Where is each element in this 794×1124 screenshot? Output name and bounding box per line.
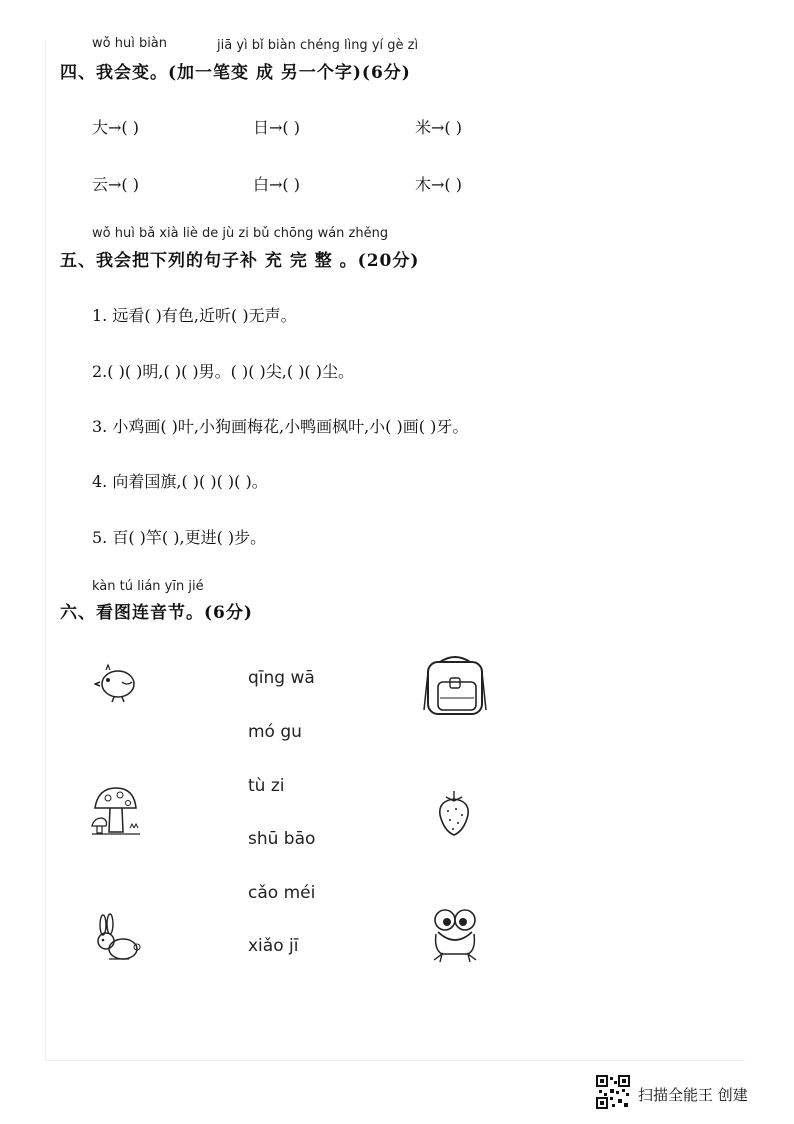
section6-title: 六、看图连音节。(6分) [60,603,253,623]
syllable-shu-bao: shū bāo [248,829,316,849]
section4-item-1: 大→( ) [92,118,139,137]
section4-pinyin-b: jiā yì bǐ biàn chéng lìng yí gè zì [217,38,419,53]
strawberry-picture [434,789,474,837]
syllable-mo-gu: mó gu [248,722,302,742]
section5-line-5: 5. 百( )竿( ),更进( )步。 [92,528,267,547]
section4-item-2: 日→( ) [253,118,300,137]
page-left-border [45,40,46,1060]
syllable-qing-wa: qīng wā [248,668,315,688]
qr-code-icon [596,1075,630,1109]
mushroom-picture [90,784,142,838]
section4-pinyin-a: wǒ huì biàn [92,36,168,51]
section5-line-4: 4. 向着国旗,( )( )( )( )。 [92,472,268,491]
section4-item-4: 云→( ) [92,175,139,194]
syllable-cao-mei: cǎo méi [248,883,316,903]
section5-title: 五、我会把下列的句子补 充 完 整 。(20分) [60,251,420,271]
rabbit-picture [89,913,141,965]
section5-pinyin: wǒ huì bǎ xià liè de jù zi bǔ chōng wán zhěng [92,226,389,241]
chick-picture [94,662,140,704]
section5-line-3: 3. 小鸡画( )叶,小狗画梅花,小鸭画枫叶,小( )画( )牙。 [92,417,469,436]
frog-picture [430,906,480,964]
section5-line-1: 1. 远看( )有色,近听( )无声。 [92,306,297,325]
page-bottom-border [45,1060,745,1061]
section6-pinyin: kàn tú lián yīn jié [92,579,204,594]
section5-line-2: 2.( )( )明,( )( )男。( )( )尖,( )( )尘。 [92,362,355,381]
section4-item-5: 白→( ) [253,175,300,194]
section4-title: 四、我会变。(加一笔变 成 另一个字)(6分) [60,63,411,83]
footer-scanner-text: 扫描全能王 创建 [638,1086,748,1104]
syllable-tu-zi: tù zi [248,776,285,796]
section4-item-3: 米→( ) [415,118,462,137]
schoolbag-picture [420,652,490,718]
syllable-xiao-ji: xiǎo jī [248,936,299,956]
section4-item-6: 木→( ) [415,175,462,194]
